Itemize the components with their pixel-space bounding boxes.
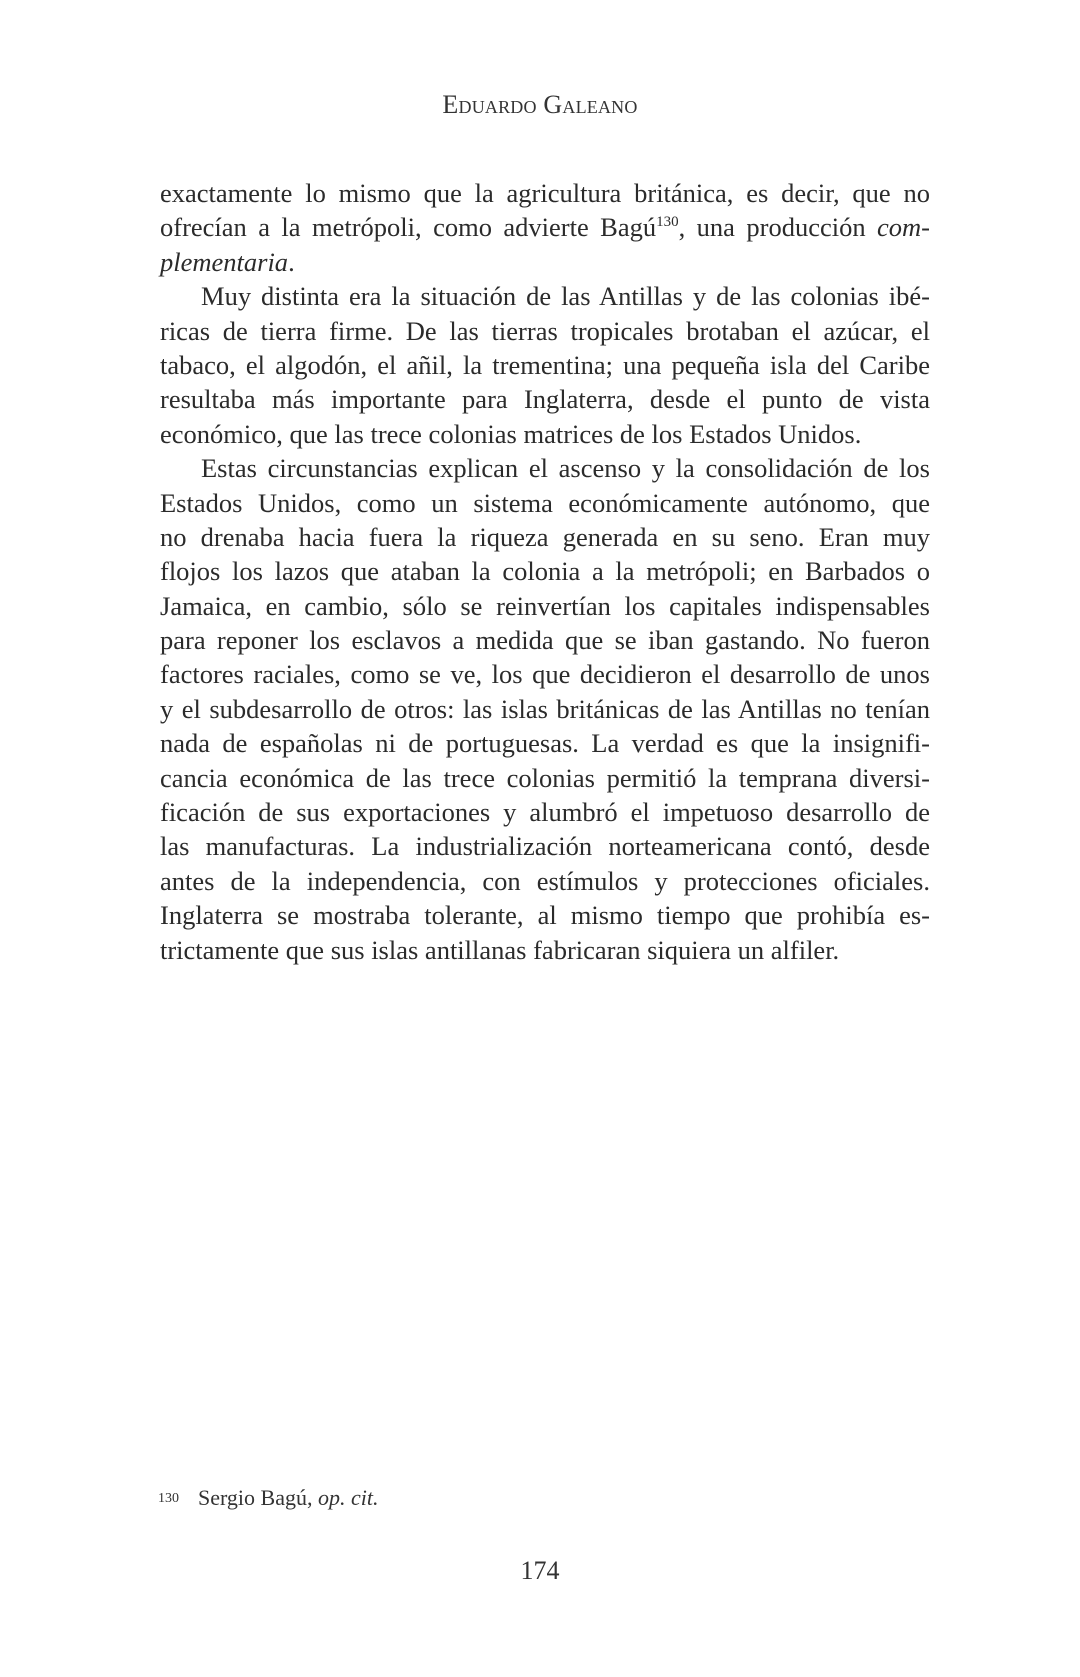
italic-fragment: plementaria	[160, 246, 289, 277]
text-line: ricas de tierra firme. De las tierras tropicales brotaban el azúcar, el	[160, 315, 930, 346]
footnote	[158, 1485, 378, 1511]
text-line: Estados Unidos, como un sistema económicamente autónomo, que	[160, 487, 930, 518]
text-line	[160, 245, 930, 279]
footnote-author: Sergio Bagú,	[198, 1485, 318, 1510]
footnote-ref[interactable]: 130	[656, 214, 679, 231]
text-line: Jamaica, en cambio, sólo se reinvertían los capitales indispensables	[160, 590, 930, 621]
footnote-reference: op. cit.	[317, 1485, 379, 1510]
footnote-number: 130	[158, 1491, 179, 1506]
text-line: y el subdesarrollo de otros: las islas británicas de las Antillas no tenían	[160, 693, 930, 724]
text-line: factores raciales, como se ve, los que decidieron el desarrollo de unos	[160, 659, 930, 690]
text-line: ficación de sus exportaciones y alumbró el impetuoso desarrollo de	[160, 797, 930, 828]
body-text	[160, 176, 930, 967]
text-line: antes de la independencia, con estímulos y protecciones oficiales.	[160, 865, 930, 896]
text-line: resultaba más importante para Inglaterra, desde el punto de vista	[160, 384, 930, 415]
text-line: exactamente lo mismo que la agricultura británica, es decir, que no	[160, 178, 930, 208]
text-line: las manufacturas. La industrialización norteamericana contó, desde	[160, 831, 930, 862]
text-fragment: , una producción	[678, 212, 878, 243]
page-number: 174	[520, 1556, 560, 1585]
text-line: económico, que las trece colonias matrices de los Estados Unidos.	[160, 418, 862, 449]
text-line: nada de españolas ni de portuguesas. La verdad es que la insignifi-	[160, 728, 930, 759]
text-line: no drenaba hacia fuera la riqueza generada en su seno. Eran muy	[160, 521, 930, 552]
text-line	[160, 210, 930, 244]
text-line: trictamente que sus islas antillanas fabricaran siquiera un alfiler.	[160, 934, 840, 965]
running-head: Eduardo Galeano	[442, 90, 638, 119]
text-line: Muy distinta era la situación de las Antillas y de las colonias ibé-	[201, 281, 930, 312]
text-line: Estas circunstancias explican el ascenso y la consolidación de los	[201, 453, 930, 484]
text-fragment: ofrecían a la metrópoli, como advierte Bagú	[160, 212, 657, 243]
text-line: tabaco, el algodón, el añil, la trementina; una pequeña isla del Caribe	[160, 349, 930, 380]
text-line: Inglaterra se mostraba tolerante, al mismo tiempo que prohibía es-	[160, 900, 930, 931]
text-line: cancia económica de las trece colonias permitió la temprana diversi-	[160, 762, 930, 793]
text-line: para reponer los esclavos a medida que se iban gastando. No fueron	[160, 625, 930, 656]
text-line: flojos los lazos que ataban la colonia a la metrópoli; en Barbados o	[160, 556, 930, 587]
text-fragment: .	[288, 246, 295, 277]
italic-fragment: com-	[877, 212, 930, 243]
